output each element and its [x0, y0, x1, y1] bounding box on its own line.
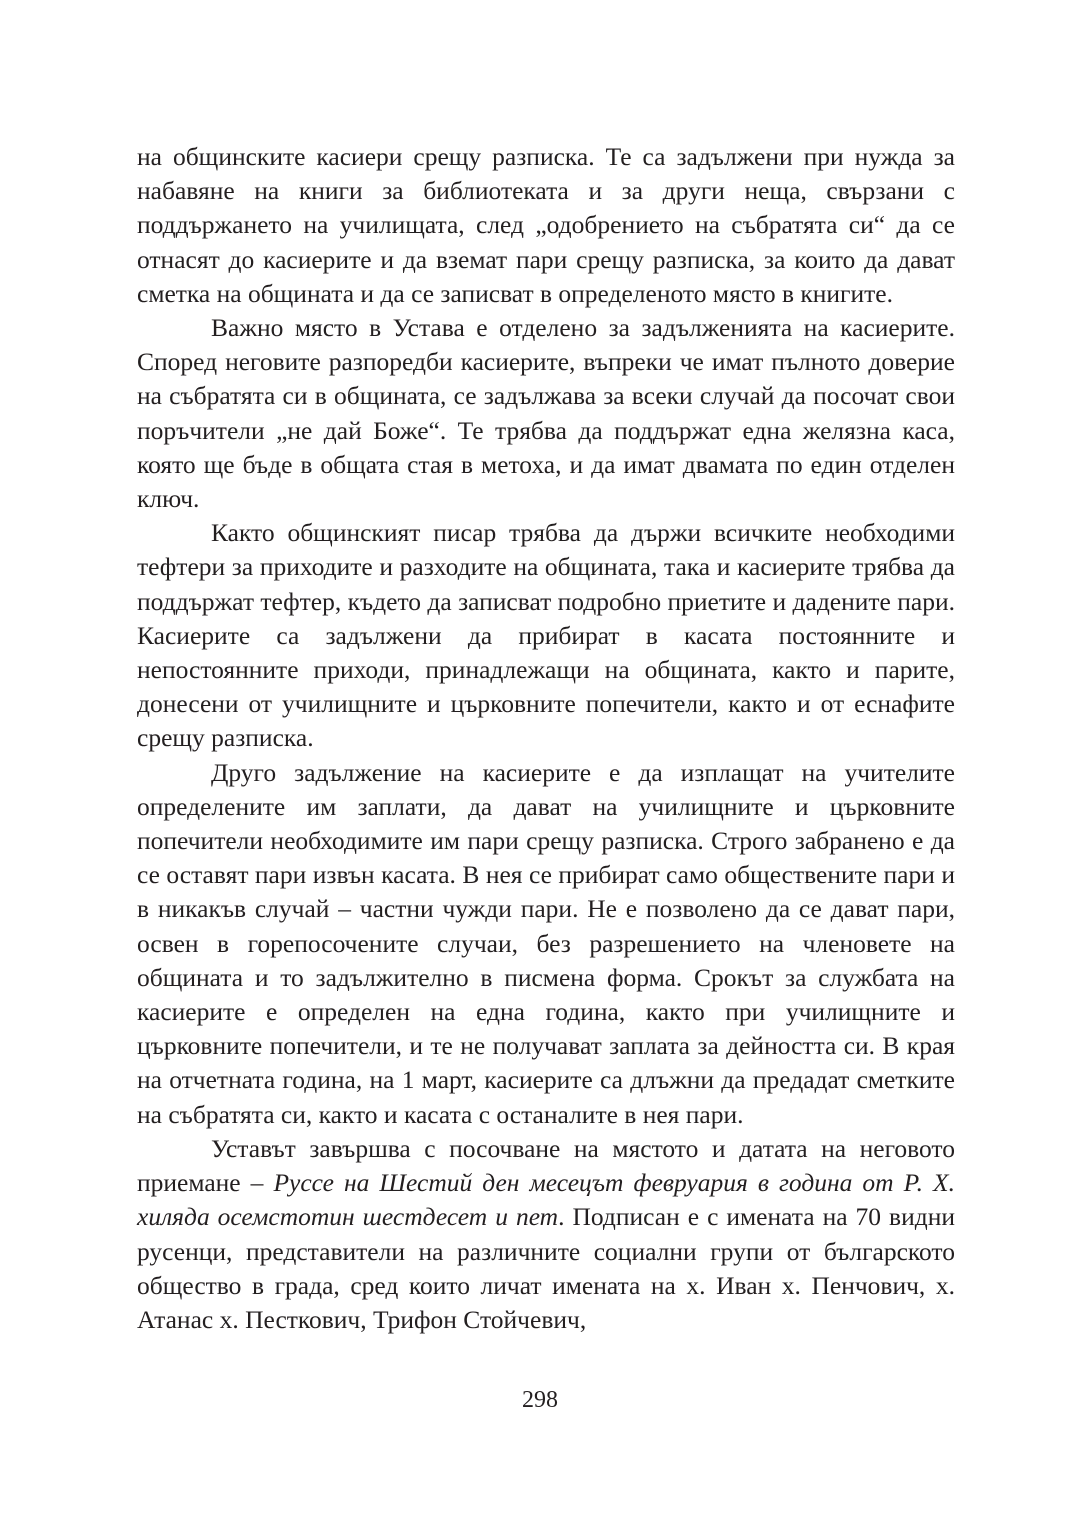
paragraph-3: Както общинският писар трябва да държи всичките необходими тефтери за приходите и разходите на общината, така и касиерите трябва да поддържат тефтер, където да записват подробно приетите и дадените пари. Касиерите са задължени да прибират в касата постоянните и непостоянните приходи, принадлежащи на общината, както и парите, донесени от училищните и църковните попечители, както и от еснафите срещу разписка.: [137, 518, 955, 753]
paragraph-4: Друго задължение на касиерите е да изплащат на учителите определените им заплати, да дават на училищните и църковните попечители необходимите им пари срещу разписка. Строго забранено е да се оставят пари извън касата. В нея се прибират само обществените пари и в никакъв случай – частни чужди пари. Не е позволено да се дават пари, освен в горепосочените случаи, без разрешението на членовете на общината и то задължително в писмена форма. Срокът за службата на касиерите е определен на една година, както при училищните и църковните попечители, и те не получават заплата за дейността си. В края на отчетната година, на 1 март, касиерите са длъжни да предадат сметките на събратята си, както и касата с останалите в нея пари.: [137, 757, 955, 1129]
paragraph-5: [137, 1132, 955, 1337]
paragraph-1: на общинските касиери срещу разписка. Те са задължени при нужда за набавяне на книги за библиотеката и за други неща, свързани с поддържането на училищата, след „одобрението на събратята си“ да се отнасят до касиерите и да вземат пари срещу разписка, за които да дават сметка на общината и да се записват в определеното място в книгите.: [137, 142, 955, 308]
paragraph-2: Важно място в Устава е отделено за задълженията на касиерите. Според неговите разпоредби касиерите, въпреки че имат пълното доверие на събратята си в общината, се задължава за всеки случай да посочат свои поръчители „не дай Боже“. Те трябва да поддържат една желязна каса, която ще бъде в общата стая в метоха, и да имат двамата по един отделен ключ.: [137, 313, 955, 514]
body-text: [137, 140, 955, 1337]
page-number: 298: [522, 1387, 558, 1413]
paragraph-5-tail: . Подписан е с имената на 70 видни русенци, представители на различните социални групи от българското общество в града, сред които личат имената на х. Иван х. Пенчович, х. Атанас х. Песткович, Трифон Стойчевич,: [137, 1202, 955, 1334]
paragraph-5-quote: Руссе на Шестий ден месецът февруария в година от Р. Х. хиляда осемстотин шестдесет и пет: [137, 1168, 955, 1232]
paragraph-5-lead: Уставът завършва с посочване на мястото и датата на неговото приемане –: [137, 1133, 955, 1198]
